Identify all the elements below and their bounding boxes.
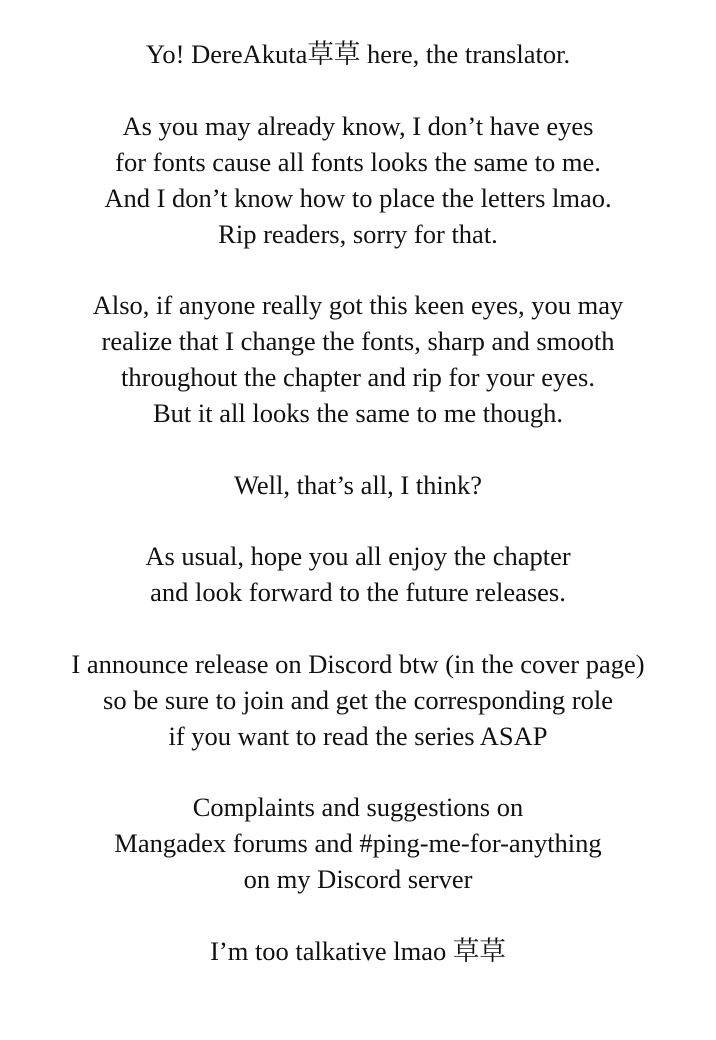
enjoy-paragraph — [0, 538, 716, 610]
text-line: Yo! DereAkuta草草 here, the translator. — [145, 39, 571, 69]
text-line: Complaints and suggestions on — [192, 792, 524, 822]
text-line: As usual, hope you all enjoy the chapter — [145, 541, 571, 571]
text-line: if you want to read the series ASAP — [168, 720, 548, 751]
text-line: Also, if anyone really got this keen eyes, you may — [92, 290, 624, 320]
text-line: I’m too talkative lmao 草草 — [210, 935, 506, 966]
text-line: Well, that’s all, I think? — [233, 469, 483, 500]
closing-paragraph — [0, 933, 716, 969]
text-line: realize that I change the fonts, sharp and smooth — [101, 326, 615, 356]
text-line: for fonts cause all fonts looks the same to me. — [115, 146, 601, 177]
text-line: and look forward to the future releases. — [150, 577, 566, 607]
text-line: Mangadex forums and #ping-me-for-anything — [114, 828, 602, 858]
text-line: But it all looks the same to me though. — [153, 398, 563, 428]
text-line: Rip readers, sorry for that. — [218, 218, 498, 249]
note-text-block — [0, 36, 716, 1004]
text-line: on my Discord server — [243, 864, 473, 894]
thats-all-paragraph — [0, 467, 716, 503]
discord-paragraph — [0, 646, 716, 754]
text-line: As you may already know, I don’t have eyes — [122, 110, 594, 141]
text-line: I announce release on Discord btw (in the cover page) — [71, 648, 645, 679]
font-change-paragraph — [0, 287, 716, 431]
complaints-paragraph — [0, 789, 716, 897]
text-line: so be sure to join and get the corresponding role — [103, 684, 613, 715]
text-line: throughout the chapter and rip for your eyes. — [121, 362, 595, 392]
greeting-paragraph — [0, 36, 716, 72]
text-line: And I don’t know how to place the letters lmao. — [104, 182, 612, 213]
fonts-paragraph — [0, 108, 716, 252]
